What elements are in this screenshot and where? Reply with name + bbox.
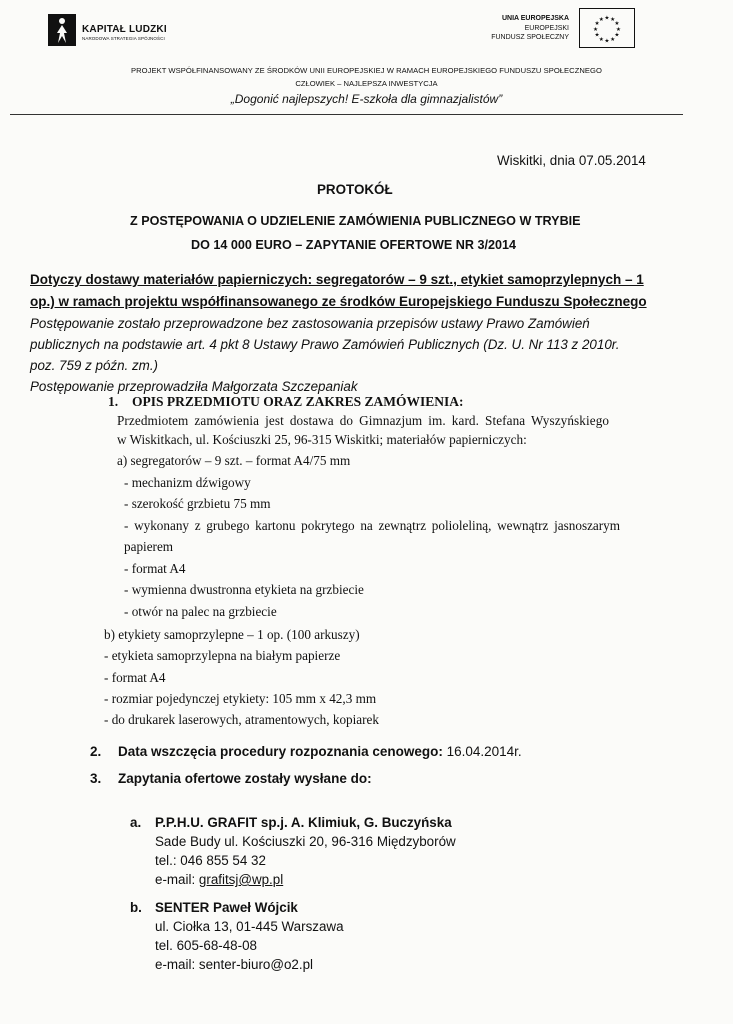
section-1-heading-text: OPIS PRZEDMIOTU ORAZ ZAKRES ZAMÓWIENIA:	[132, 394, 464, 409]
section-2-heading-text: Data wszczęcia procedury rozpoznania cenowego:	[118, 744, 443, 759]
vendor-a-email-label: e-mail:	[155, 872, 199, 887]
section-1-number: 1.	[108, 394, 119, 409]
svg-text:★: ★	[598, 16, 604, 23]
document-date: Wiskitki, dnia 07.05.2014	[497, 153, 646, 168]
conducted-by-line: Postępowanie przeprowadziła Małgorzata Szczepaniak	[30, 379, 358, 394]
vendor-a-email-row	[130, 870, 456, 889]
legal-basis-line-3: poz. 759 z późn. zm.)	[30, 358, 159, 373]
item-b-detail-1: - etykieta samoprzylepna na białym papierze	[104, 648, 341, 663]
svg-text:★: ★	[615, 26, 621, 33]
svg-text:★: ★	[604, 38, 610, 45]
subject-line-1: Dotyczy dostawy materiałów papierniczych: segregatorów – 9 szt., etykiet samoprzylepnych – 1	[30, 272, 644, 287]
item-a-detail-3: - wykonany z grubego kartonu pokrytego na zewnątrz polioleliną, wewnątrz jasnoszarym	[124, 518, 621, 533]
svg-text:★: ★	[614, 21, 620, 28]
legal-basis-line-2: publicznych na podstawie art. 4 pkt 8 Ustawy Prawo Zamówień Publicznych (Dz. U. Nr 113 z 2010r.	[30, 337, 620, 352]
svg-text:★: ★	[594, 21, 600, 28]
vendor-b-name: SENTER Paweł Wójcik	[155, 900, 298, 915]
project-funding-line: PROJEKT WSPÓŁFINANSOWANY ZE ŚRODKÓW UNII EUROPEJSKIEJ W RAMACH EUROPEJSKIEGO FUNDUSZU SPOŁECZNEGO	[131, 66, 602, 75]
vendor-a-phone: tel.: 046 855 54 32	[155, 853, 266, 868]
section-1-intro-2: w Wiskitkach, ul. Kościuszki 25, 96-315 Wiskitki; materiałów papierniczych:	[117, 432, 527, 447]
item-a-detail-1: - mechanizm dźwigowy	[124, 475, 251, 490]
vendor-b-email-row	[130, 955, 344, 974]
vendor-b	[130, 898, 344, 974]
svg-text:★: ★	[594, 32, 600, 39]
svg-text:★: ★	[593, 26, 599, 33]
section-1-intro-1: Przedmiotem zamówienia jest dostawa do Gimnazjum im. kard. Stefana Wyszyńskiego	[117, 413, 610, 428]
vendor-a-name: P.P.H.U. GRAFIT sp.j. A. Klimiuk, G. Buczyńska	[155, 815, 452, 830]
project-slogan-line: CZŁOWIEK – NAJLEPSZA INWESTYCJA	[295, 79, 438, 88]
item-a-binders: a) segregatorów – 9 szt. – format A4/75 mm	[117, 453, 351, 468]
svg-text:★: ★	[604, 15, 610, 22]
eu-line-1: UNIA EUROPEJSKA	[501, 15, 569, 22]
header-divider	[10, 114, 683, 115]
section-1-heading	[108, 394, 464, 410]
eu-flag-icon	[579, 8, 635, 48]
item-a-detail-5: - format A4	[124, 561, 186, 576]
svg-text:★: ★	[610, 36, 616, 43]
legal-basis-line-1: Postępowanie zostało przeprowadzone bez zastosowania przepisów ustawy Prawo Zamówień	[30, 316, 590, 331]
vendor-b-phone: tel. 605-68-48-08	[155, 938, 257, 953]
eu-line-2: EUROPEJSKI	[524, 24, 569, 32]
eu-line-3: FUNDUSZ SPOŁECZNY	[491, 34, 569, 41]
vendor-b-email: senter-biuro@o2.pl	[198, 957, 313, 972]
subject-line-2: op.) w ramach projektu współfinansowanego ze środków Europejskiego Funduszu Społecznego	[30, 294, 647, 309]
vendor-a	[130, 813, 456, 889]
section-2-heading	[90, 744, 522, 759]
section-3-number: 3.	[90, 771, 102, 786]
vendor-b-email-label: e-mail:	[155, 957, 199, 972]
item-a-detail-6: - wymienna dwustronna etykieta na grzbiecie	[124, 582, 364, 597]
vendor-a-address: Sade Budy ul. Kościuszki 20, 96-316 Międzyborów	[155, 834, 456, 849]
item-a-detail-4: papierem	[124, 539, 174, 554]
item-b-detail-4: - do drukarek laserowych, atramentowych, kopiarek	[104, 712, 379, 727]
item-a-detail-2: - szerokość grzbietu 75 mm	[124, 496, 271, 511]
item-b-labels: b) etykiety samoprzylepne – 1 op. (100 arkuszy)	[104, 627, 360, 642]
item-b-detail-3: - rozmiar pojedynczej etykiety: 105 mm x 42,3 mm	[104, 691, 377, 706]
section-3-heading	[90, 771, 372, 786]
document-subtitle-2: DO 14 000 EURO – ZAPYTANIE OFERTOWE NR 3/2014	[191, 238, 516, 252]
vendor-a-letter: a.	[130, 815, 142, 830]
section-2-number: 2.	[90, 744, 102, 759]
item-a-detail-7: - otwór na palec na grzbiecie	[124, 604, 277, 619]
svg-text:★: ★	[610, 16, 616, 23]
svg-text:★: ★	[598, 36, 604, 43]
vendor-b-address: ul. Ciołka 13, 01-445 Warszawa	[155, 919, 344, 934]
document-title: PROTOKÓŁ	[317, 182, 393, 197]
kapital-ludzki-title: KAPITAŁ LUDZKI	[82, 24, 167, 35]
svg-text:★: ★	[614, 32, 620, 39]
eu-fund-label	[491, 14, 569, 43]
vendor-b-letter: b.	[130, 900, 142, 915]
section-3-heading-text: Zapytania ofertowe zostały wysłane do:	[118, 771, 372, 786]
vendor-a-email-link[interactable]: grafitsj@wp.pl	[198, 872, 284, 887]
kapital-ludzki-logo-icon	[48, 14, 76, 46]
procedure-start-date: 16.04.2014r.	[446, 744, 522, 759]
project-name-line: „Dogonić najlepszych! E-szkoła dla gimnazjalistów”	[230, 92, 503, 106]
item-b-detail-2: - format A4	[104, 670, 166, 685]
document-subtitle-1: Z POSTĘPOWANIA O UDZIELENIE ZAMÓWIENIA PUBLICZNEGO W TRYBIE	[130, 214, 581, 228]
kapital-ludzki-subtitle: NARODOWA STRATEGIA SPÓJNOŚCI	[82, 36, 165, 41]
